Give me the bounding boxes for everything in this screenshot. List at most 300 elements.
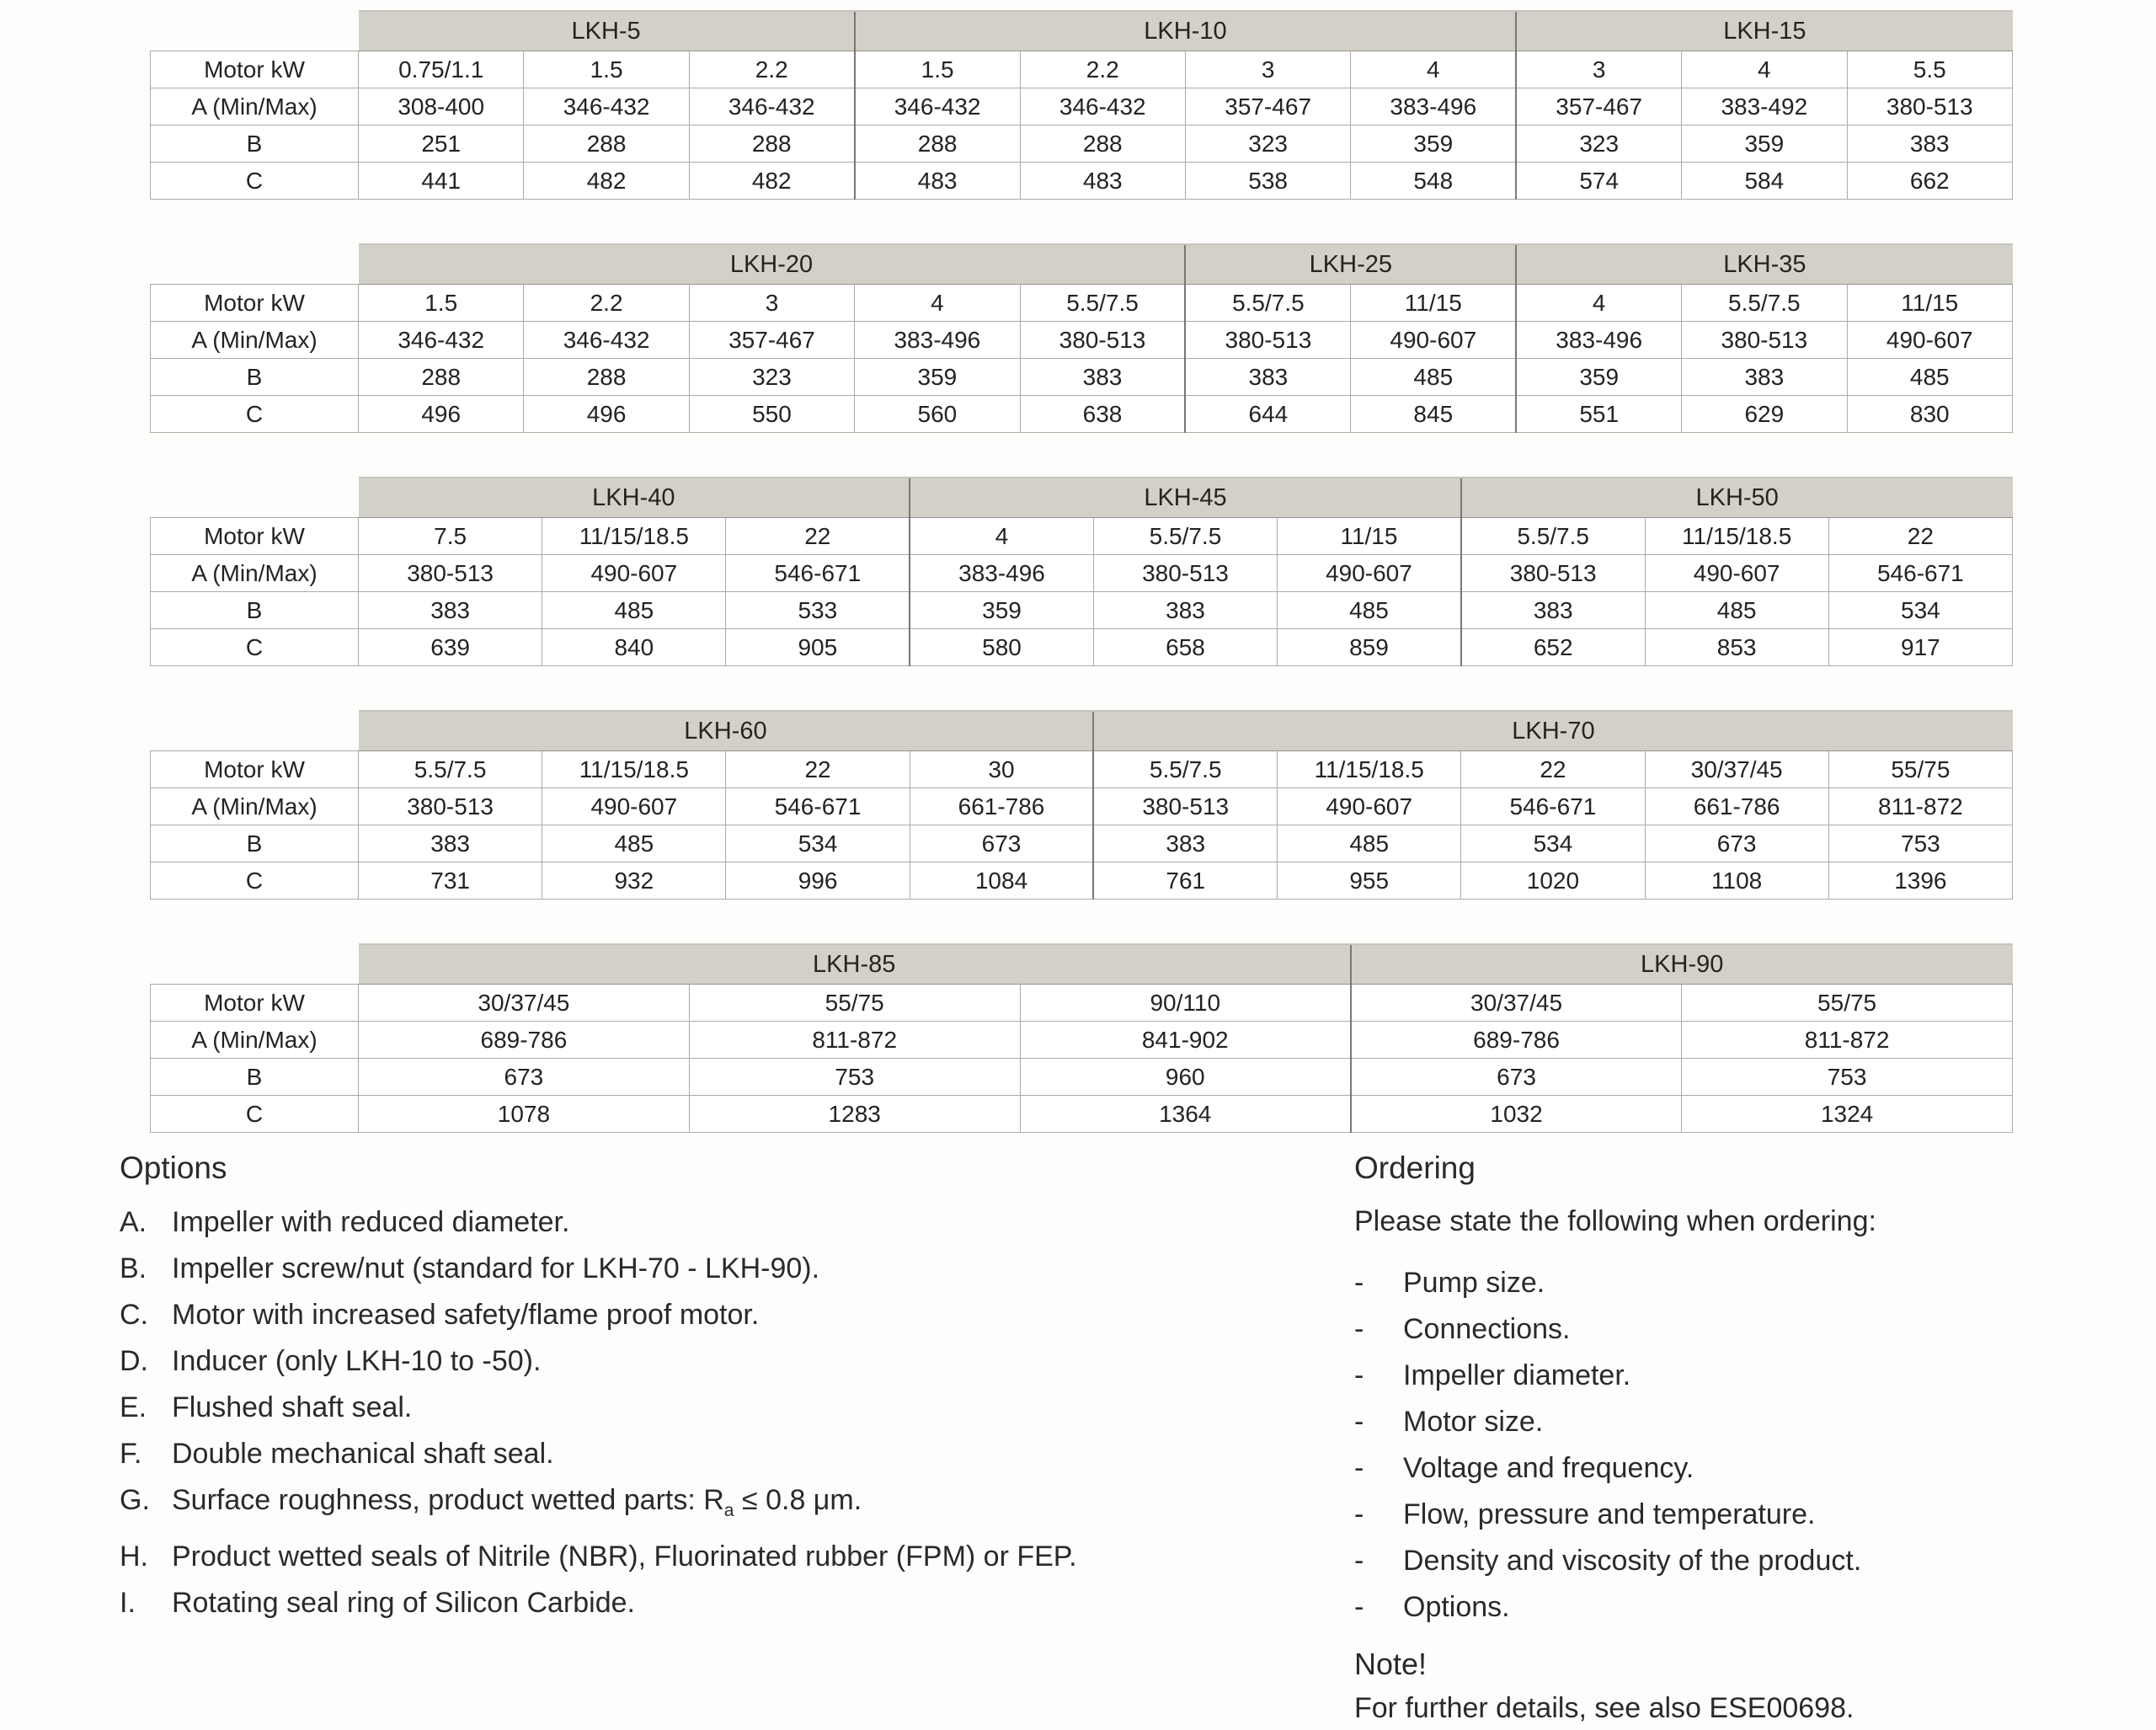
corner-cell	[151, 244, 359, 285]
table-cell: 753	[1828, 825, 2012, 862]
table-cell: 482	[689, 163, 854, 200]
option-item-h	[120, 1534, 1208, 1580]
table-cell: 689-786	[1351, 1022, 1682, 1059]
table-cell: 383-496	[1351, 88, 1516, 125]
table-cell: 380-513	[1847, 88, 2012, 125]
table-cell: 673	[1645, 825, 1828, 862]
table-cell: 346-432	[689, 88, 854, 125]
group-header-lkh-35: LKH-35	[1516, 244, 2012, 285]
table-cell: 346-432	[524, 88, 689, 125]
table-cell: 380-513	[359, 788, 542, 825]
table-cell: 11/15/18.5	[1645, 518, 1828, 555]
table-cell: 22	[726, 751, 910, 788]
table-row-c	[151, 396, 2013, 433]
table-cell: 638	[1020, 396, 1185, 433]
option-item-d	[120, 1338, 1208, 1385]
group-header-row	[151, 11, 2013, 51]
table-cell: 546-671	[1828, 555, 2012, 592]
table-cell: 811-872	[1828, 788, 2012, 825]
table-cell: 546-671	[1461, 788, 1645, 825]
row-label: B	[151, 359, 359, 396]
option-item-b	[120, 1246, 1208, 1292]
table-cell: 490-607	[542, 555, 726, 592]
table-cell: 485	[542, 825, 726, 862]
table-cell: 496	[524, 396, 689, 433]
table-cell: 4	[910, 518, 1093, 555]
table-row-a-min-max-	[151, 88, 2013, 125]
table-cell: 644	[1185, 396, 1350, 433]
spec-table-lkh-85-lkh-90	[150, 943, 2013, 1133]
table-cell: 811-872	[1682, 1022, 2013, 1059]
table-cell: 483	[1020, 163, 1185, 200]
option-letter: I.	[120, 1586, 136, 1619]
ordering-text: Voltage and frequency.	[1403, 1452, 1694, 1484]
row-label: A (Min/Max)	[151, 788, 359, 825]
table-cell: 288	[689, 125, 854, 163]
table-cell: 359	[1682, 125, 1847, 163]
table-cell: 490-607	[1351, 322, 1516, 359]
group-header-lkh-5: LKH-5	[359, 11, 855, 51]
option-text: Flushed shaft seal.	[172, 1391, 413, 1423]
row-label: A (Min/Max)	[151, 1022, 359, 1059]
table-cell: 2.2	[524, 285, 689, 322]
ordering-text: Density and viscosity of the product.	[1403, 1545, 1862, 1577]
table-cell: 3	[1516, 51, 1681, 88]
note-text: For further details, see also ESE00698.	[1354, 1692, 1854, 1724]
table-cell: 55/75	[689, 985, 1020, 1022]
ordering-text: Flow, pressure and temperature.	[1403, 1498, 1816, 1530]
table-cell: 11/15/18.5	[542, 518, 726, 555]
ordering-item	[1354, 1538, 2095, 1584]
subscript: a	[723, 1500, 734, 1520]
table-cell: 485	[1278, 825, 1461, 862]
row-label: B	[151, 1059, 359, 1096]
table-cell: 4	[1516, 285, 1681, 322]
table-cell: 346-432	[359, 322, 524, 359]
table-cell: 551	[1516, 396, 1681, 433]
table-cell: 1364	[1020, 1096, 1351, 1133]
table-cell: 288	[359, 359, 524, 396]
ordering-item	[1354, 1399, 2095, 1445]
table-cell: 490-607	[1278, 555, 1461, 592]
dash-bullet: -	[1354, 1406, 1364, 1438]
table-cell: 1032	[1351, 1096, 1682, 1133]
table-cell: 11/15	[1278, 518, 1461, 555]
table-cell: 380-513	[359, 555, 542, 592]
table-cell: 359	[910, 592, 1093, 629]
table-cell: 932	[542, 862, 726, 900]
table-cell: 380-513	[1020, 322, 1185, 359]
group-header-lkh-90: LKH-90	[1351, 944, 2013, 985]
dash-bullet: -	[1354, 1545, 1364, 1577]
option-text: Surface roughness, product wetted parts: $R_a \le 0.8$ μm.	[172, 1484, 862, 1520]
table-cell: 2.2	[689, 51, 854, 88]
table-cell: 548	[1351, 163, 1516, 200]
option-item-f	[120, 1431, 1208, 1477]
group-header-lkh-60: LKH-60	[359, 711, 1094, 751]
table-cell: 673	[1351, 1059, 1682, 1096]
table-cell: 840	[542, 629, 726, 666]
option-text: Rotating seal ring of Silicon Carbide.	[172, 1586, 635, 1619]
table-row-motor-kw	[151, 985, 2013, 1022]
group-header-lkh-25: LKH-25	[1185, 244, 1516, 285]
table-cell: 383-496	[910, 555, 1093, 592]
table-cell: 30	[910, 751, 1093, 788]
table-cell: 574	[1516, 163, 1681, 200]
option-text: Impeller with reduced diameter.	[172, 1206, 570, 1238]
group-header-row	[151, 711, 2013, 751]
table-cell: 1.5	[524, 51, 689, 88]
table-cell: 383	[1461, 592, 1645, 629]
table-cell: 3	[1185, 51, 1350, 88]
row-label: Motor kW	[151, 285, 359, 322]
table-row-c	[151, 163, 2013, 200]
group-header-lkh-15: LKH-15	[1516, 11, 2012, 51]
table-cell: 55/75	[1682, 985, 2013, 1022]
table-cell: 550	[689, 396, 854, 433]
table-cell: 5.5/7.5	[1093, 518, 1277, 555]
options-title: Options	[120, 1151, 227, 1185]
ordering-item	[1354, 1492, 2095, 1538]
group-header-lkh-20: LKH-20	[359, 244, 1186, 285]
option-item-e	[120, 1385, 1208, 1431]
table-cell: 323	[689, 359, 854, 396]
ordering-item	[1354, 1584, 2095, 1631]
table-cell: 4	[855, 285, 1020, 322]
table-cell: 639	[359, 629, 542, 666]
row-label: C	[151, 396, 359, 433]
row-label: B	[151, 592, 359, 629]
ordering-text: Impeller diameter.	[1403, 1359, 1631, 1391]
table-cell: 534	[726, 825, 910, 862]
dash-bullet: -	[1354, 1452, 1364, 1484]
table-cell: 383	[1020, 359, 1185, 396]
table-cell: 383	[1185, 359, 1350, 396]
table-cell: 5.5/7.5	[1020, 285, 1185, 322]
table-cell: 359	[1351, 125, 1516, 163]
table-row-b	[151, 359, 2013, 396]
table-cell: 584	[1682, 163, 1847, 200]
dimension-tables	[150, 10, 2013, 1177]
table-cell: 996	[726, 862, 910, 900]
options-list	[120, 1199, 1208, 1626]
table-cell: 917	[1828, 629, 2012, 666]
table-cell: 359	[855, 359, 1020, 396]
table-cell: 30/37/45	[1351, 985, 1682, 1022]
table-cell: 483	[855, 163, 1020, 200]
dash-bullet: -	[1354, 1359, 1364, 1391]
table-cell: 534	[1461, 825, 1645, 862]
option-text: Inducer (only LKH-10 to -50).	[172, 1345, 542, 1377]
option-letter: A.	[120, 1206, 147, 1238]
row-label: C	[151, 629, 359, 666]
row-label: A (Min/Max)	[151, 322, 359, 359]
table-cell: 323	[1516, 125, 1681, 163]
table-cell: 811-872	[689, 1022, 1020, 1059]
option-text: Motor with increased safety/flame proof motor.	[172, 1299, 760, 1331]
table-cell: 1084	[910, 862, 1093, 900]
table-cell: 7.5	[359, 518, 542, 555]
table-cell: 383-496	[855, 322, 1020, 359]
table-cell: 5.5	[1847, 51, 2012, 88]
option-letter: F.	[120, 1438, 142, 1470]
table-cell: 841-902	[1020, 1022, 1351, 1059]
option-item-g	[120, 1477, 1208, 1534]
table-cell: 1396	[1828, 862, 2012, 900]
option-letter: C.	[120, 1299, 148, 1331]
table-cell: 22	[1461, 751, 1645, 788]
table-cell: 380-513	[1461, 555, 1645, 592]
table-cell: 359	[1516, 359, 1681, 396]
table-cell: 538	[1185, 163, 1350, 200]
table-cell: 580	[910, 629, 1093, 666]
table-cell: 546-671	[726, 555, 910, 592]
table-cell: 859	[1278, 629, 1461, 666]
spec-table-lkh-40-lkh-45-lkh-50	[150, 477, 2013, 666]
table-cell: 629	[1682, 396, 1847, 433]
table-cell: 383-492	[1682, 88, 1847, 125]
option-item-i	[120, 1580, 1208, 1626]
table-cell: 346-432	[1020, 88, 1185, 125]
table-cell: 0.75/1.1	[359, 51, 524, 88]
option-letter: D.	[120, 1345, 148, 1377]
ordering-text: Pump size.	[1403, 1267, 1545, 1299]
table-cell: 490-607	[542, 788, 726, 825]
table-row-a-min-max-	[151, 322, 2013, 359]
table-cell: 5.5/7.5	[1682, 285, 1847, 322]
option-text: Double mechanical shaft seal.	[172, 1438, 554, 1470]
group-header-row	[151, 244, 2013, 285]
table-cell: 485	[1645, 592, 1828, 629]
table-cell: 485	[1278, 592, 1461, 629]
table-cell: 955	[1278, 862, 1461, 900]
table-cell: 380-513	[1682, 322, 1847, 359]
group-header-lkh-85: LKH-85	[359, 944, 1351, 985]
table-cell: 845	[1351, 396, 1516, 433]
group-header-lkh-10: LKH-10	[855, 11, 1517, 51]
table-cell: 22	[726, 518, 910, 555]
option-text: Impeller screw/nut (standard for LKH-70 - LKH-90).	[172, 1252, 820, 1284]
spec-table-lkh-60-lkh-70	[150, 710, 2013, 900]
table-cell: 1324	[1682, 1096, 2013, 1133]
table-row-a-min-max-	[151, 788, 2013, 825]
dash-bullet: -	[1354, 1267, 1364, 1299]
table-cell: 288	[524, 125, 689, 163]
table-cell: 11/15/18.5	[542, 751, 726, 788]
ordering-item	[1354, 1306, 2095, 1353]
table-cell: 485	[542, 592, 726, 629]
table-cell: 357-467	[689, 322, 854, 359]
table-cell: 496	[359, 396, 524, 433]
row-label: Motor kW	[151, 51, 359, 88]
option-letter: G.	[120, 1484, 150, 1516]
table-cell: 1.5	[359, 285, 524, 322]
ordering-list	[1354, 1260, 2095, 1631]
table-row-motor-kw	[151, 285, 2013, 322]
table-cell: 383	[359, 825, 542, 862]
table-cell: 1283	[689, 1096, 1020, 1133]
table-cell: 346-432	[855, 88, 1020, 125]
ordering-text: Connections.	[1403, 1313, 1571, 1345]
ordering-text: Motor size.	[1403, 1406, 1544, 1438]
ordering-title: Ordering	[1354, 1151, 1476, 1185]
table-row-motor-kw	[151, 751, 2013, 788]
ordering-item	[1354, 1353, 2095, 1399]
table-cell: 5.5/7.5	[1461, 518, 1645, 555]
table-cell: 441	[359, 163, 524, 200]
table-cell: 652	[1461, 629, 1645, 666]
corner-cell	[151, 944, 359, 985]
table-cell: 346-432	[524, 322, 689, 359]
table-cell: 533	[726, 592, 910, 629]
table-row-b	[151, 1059, 2013, 1096]
row-label: A (Min/Max)	[151, 88, 359, 125]
table-cell: 490-607	[1645, 555, 1828, 592]
row-label: C	[151, 1096, 359, 1133]
spec-table-lkh-20-lkh-25-lkh-35	[150, 243, 2013, 433]
table-cell: 490-607	[1847, 322, 2012, 359]
group-header-row	[151, 478, 2013, 518]
table-cell: 380-513	[1093, 555, 1277, 592]
table-row-c	[151, 1096, 2013, 1133]
table-cell: 323	[1185, 125, 1350, 163]
row-label: Motor kW	[151, 985, 359, 1022]
option-text: Product wetted seals of Nitrile (NBR), Fluorinated rubber (FPM) or FEP.	[172, 1540, 1077, 1572]
table-cell: 534	[1828, 592, 2012, 629]
table-cell: 90/110	[1020, 985, 1351, 1022]
option-item-c	[120, 1292, 1208, 1338]
option-letter: H.	[120, 1540, 148, 1572]
table-cell: 288	[1020, 125, 1185, 163]
table-cell: 30/37/45	[359, 985, 690, 1022]
table-cell: 380-513	[1185, 322, 1350, 359]
group-header-lkh-70: LKH-70	[1093, 711, 2012, 751]
option-item-a	[120, 1199, 1208, 1246]
table-cell: 485	[1847, 359, 2012, 396]
table-cell: 673	[910, 825, 1093, 862]
table-cell: 55/75	[1828, 751, 2012, 788]
table-cell: 11/15	[1351, 285, 1516, 322]
option-letter: E.	[120, 1391, 147, 1423]
corner-cell	[151, 478, 359, 518]
corner-cell	[151, 711, 359, 751]
ordering-section	[1354, 1151, 2095, 1730]
table-row-motor-kw	[151, 51, 2013, 88]
table-cell: 853	[1645, 629, 1828, 666]
table-cell: 490-607	[1278, 788, 1461, 825]
table-cell: 560	[855, 396, 1020, 433]
table-cell: 383	[1093, 825, 1277, 862]
table-cell: 5.5/7.5	[359, 751, 542, 788]
table-cell: 4	[1351, 51, 1516, 88]
table-cell: 383	[1847, 125, 2012, 163]
table-row-motor-kw	[151, 518, 2013, 555]
table-cell: 753	[1682, 1059, 2013, 1096]
ordering-item	[1354, 1445, 2095, 1492]
table-cell: 383	[1682, 359, 1847, 396]
table-cell: 1108	[1645, 862, 1828, 900]
options-section	[120, 1151, 1208, 1626]
table-row-b	[151, 825, 2013, 862]
ordering-intro: Please state the following when ordering:	[1354, 1205, 1876, 1237]
table-cell: 960	[1020, 1059, 1351, 1096]
table-cell: 753	[689, 1059, 1020, 1096]
table-row-a-min-max-	[151, 1022, 2013, 1059]
row-label: B	[151, 825, 359, 862]
ordering-text: Options.	[1403, 1591, 1510, 1623]
table-cell: 546-671	[726, 788, 910, 825]
table-cell: 1.5	[855, 51, 1020, 88]
table-cell: 383	[359, 592, 542, 629]
table-cell: 288	[855, 125, 1020, 163]
corner-cell	[151, 11, 359, 51]
row-label: C	[151, 862, 359, 900]
table-cell: 830	[1847, 396, 2012, 433]
table-cell: 3	[689, 285, 854, 322]
table-cell: 11/15	[1847, 285, 2012, 322]
table-cell: 251	[359, 125, 524, 163]
table-cell: 11/15/18.5	[1278, 751, 1461, 788]
row-label: B	[151, 125, 359, 163]
table-cell: 30/37/45	[1645, 751, 1828, 788]
note-title: Note!	[1354, 1647, 1428, 1681]
table-row-b	[151, 125, 2013, 163]
table-row-b	[151, 592, 2013, 629]
dash-bullet: -	[1354, 1313, 1364, 1345]
table-cell: 658	[1093, 629, 1277, 666]
table-cell: 661-786	[1645, 788, 1828, 825]
table-cell: 731	[359, 862, 542, 900]
table-row-c	[151, 862, 2013, 900]
group-header-lkh-40: LKH-40	[359, 478, 910, 518]
table-cell: 662	[1847, 163, 2012, 200]
row-label: Motor kW	[151, 518, 359, 555]
table-cell: 288	[524, 359, 689, 396]
spec-table-lkh-5-lkh-10-lkh-15	[150, 10, 2013, 200]
table-cell: 22	[1828, 518, 2012, 555]
group-header-lkh-45: LKH-45	[910, 478, 1461, 518]
table-cell: 1078	[359, 1096, 690, 1133]
table-cell: 380-513	[1093, 788, 1277, 825]
table-cell: 761	[1093, 862, 1277, 900]
table-cell: 485	[1351, 359, 1516, 396]
ordering-item	[1354, 1260, 2095, 1306]
table-cell: 357-467	[1185, 88, 1350, 125]
table-cell: 905	[726, 629, 910, 666]
row-label: C	[151, 163, 359, 200]
table-cell: 689-786	[359, 1022, 690, 1059]
table-cell: 383	[1093, 592, 1277, 629]
table-cell: 661-786	[910, 788, 1093, 825]
option-letter: B.	[120, 1252, 147, 1284]
table-cell: 383-496	[1516, 322, 1681, 359]
table-cell: 4	[1682, 51, 1847, 88]
group-header-lkh-50: LKH-50	[1461, 478, 2013, 518]
table-row-a-min-max-	[151, 555, 2013, 592]
table-cell: 5.5/7.5	[1185, 285, 1350, 322]
table-cell: 5.5/7.5	[1093, 751, 1277, 788]
table-cell: 673	[359, 1059, 690, 1096]
table-cell: 1020	[1461, 862, 1645, 900]
table-row-c	[151, 629, 2013, 666]
table-cell: 2.2	[1020, 51, 1185, 88]
group-header-row	[151, 944, 2013, 985]
row-label: Motor kW	[151, 751, 359, 788]
table-cell: 482	[524, 163, 689, 200]
table-cell: 357-467	[1516, 88, 1681, 125]
dash-bullet: -	[1354, 1591, 1364, 1623]
table-cell: 308-400	[359, 88, 524, 125]
